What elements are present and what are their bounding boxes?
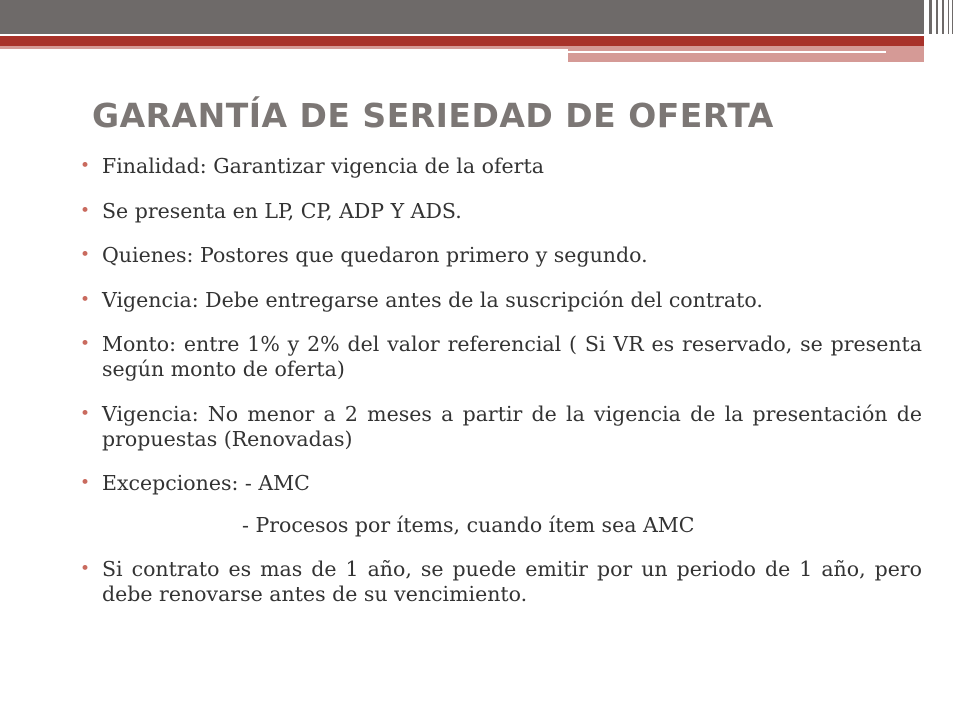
bullet-icon: • (80, 559, 91, 579)
header-thin-line (568, 51, 886, 53)
list-item (78, 199, 922, 224)
bullet-icon: • (80, 245, 91, 265)
bullet-text: Quienes: Postores que quedaron primero y segundo. (102, 243, 648, 267)
bullet-icon: • (80, 289, 91, 310)
list-item (78, 288, 922, 313)
header-stripe (936, 0, 938, 34)
list-item (78, 332, 922, 382)
bullet-icon: • (80, 403, 91, 424)
bullet-text: Si contrato es mas de 1 año, se puede emitir por un periodo de 1 año, pero debe renovarse antes de su vencimiento. (102, 557, 922, 606)
slide-title: GARANTÍA DE SERIEDAD DE OFERTA (92, 96, 774, 135)
header-red-line (0, 36, 924, 46)
bullet-text: Se presenta en LP, CP, ADP Y ADS. (102, 198, 462, 223)
header-stripe (948, 0, 949, 34)
header-pink-block (568, 46, 924, 62)
header-stripe (942, 0, 944, 34)
bullet-icon: • (80, 334, 91, 354)
bullet-icon: • (80, 200, 91, 221)
bullet-text: Finalidad: Garantizar vigencia de la oferta (102, 154, 544, 178)
list-item (78, 471, 922, 496)
continuation-text: - Procesos por ítems, cuando ítem sea AMC (242, 512, 695, 537)
header-pink-line (0, 46, 568, 49)
list-item-continuation (78, 513, 922, 538)
bullet-text: Excepciones: - AMC (102, 471, 310, 495)
bullet-icon: • (80, 156, 91, 176)
header-stripe (952, 0, 953, 34)
list-item (78, 402, 922, 452)
bullet-text: Vigencia: No menor a 2 meses a partir de la vigencia de la presentación de propuestas (Renovadas) (102, 401, 922, 451)
list-item (78, 154, 922, 179)
list-item (78, 243, 922, 268)
bullet-icon: • (80, 473, 91, 493)
list-item (78, 557, 922, 607)
bullet-text: Monto: entre 1% y 2% del valor referencial ( Si VR es reservado, se presenta según monto de oferta) (102, 332, 922, 381)
header-bar (0, 0, 924, 34)
bullet-list (78, 154, 922, 627)
header-stripe (929, 0, 932, 34)
bullet-text: Vigencia: Debe entregarse antes de la suscripción del contrato. (102, 287, 763, 312)
